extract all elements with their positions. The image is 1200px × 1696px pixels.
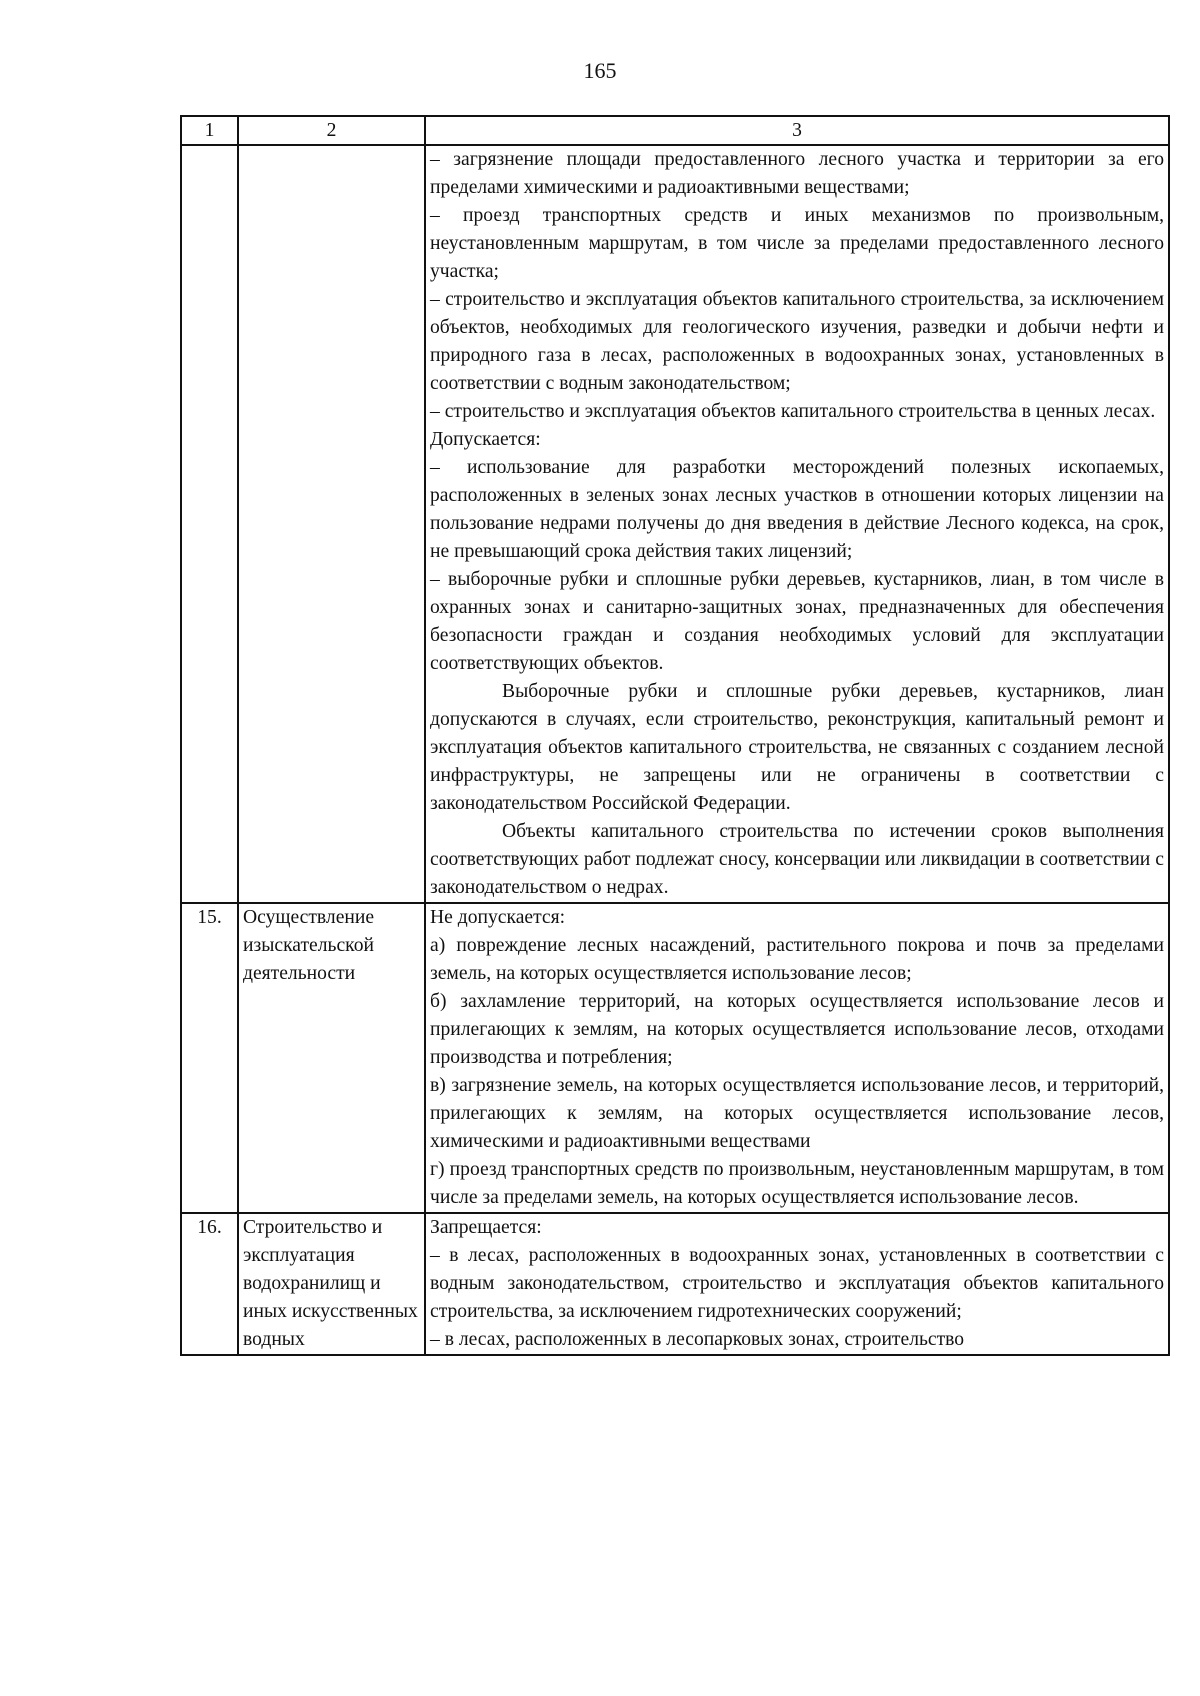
- regulation-table: [180, 115, 1170, 1356]
- paragraph: б) захламление территорий, на которых осуществляется использование лесов и прилегающих к землям, на которых осуществляется использование лесов, отходами производства и потребления;: [430, 991, 1164, 1068]
- table-row: [181, 903, 1169, 1213]
- content-lines: [430, 1214, 1164, 1354]
- activity-type: Осуществление изыскательской деятельности: [238, 903, 425, 1213]
- content-lines: [430, 146, 1164, 902]
- paragraph: г) проезд транспортных средств по произвольным, неустановленным маршрутам, в том числе за пределами земель, на которых осуществляется использование лесов.: [430, 1159, 1164, 1208]
- paragraph: в) загрязнение земель, на которых осуществляется использование лесов, и территорий, прилегающих к землям, на которых осуществляется использование лесов, химическими и радиоактивными веществами: [430, 1075, 1164, 1152]
- column-header: 2: [238, 116, 425, 145]
- paragraph: – строительство и эксплуатация объектов капитального строительства, за исключением объектов, необходимых для геологического изучения, разведки и добычи нефти и природного газа в лесах, расположенных в водоохранных зонах, установленных в соответствии с водным законодательством;: [430, 289, 1164, 394]
- row-content: [425, 145, 1169, 903]
- table-row: [181, 1213, 1169, 1355]
- paragraph: Выборочные рубки и сплошные рубки деревьев, кустарников, лиан допускаются в случаях, если строительство, реконструкция, капитальный ремонт и эксплуатация объектов капитального строительства, не связанных с созданием лесной инфраструктуры, не запрещены или не ограничены в соответствии с законодательством Российской Федерации.: [430, 681, 1164, 814]
- paragraph: – проезд транспортных средств и иных механизмов по произвольным, неустановленным маршрутам, в том числе за пределами предоставленного лесного участка;: [430, 205, 1164, 282]
- table-header-row: [181, 116, 1169, 145]
- paragraph: Не допускается:: [430, 907, 566, 928]
- paragraph: а) повреждение лесных насаждений, растительного покрова и почв за пределами земель, на которых осуществляется использование лесов;: [430, 935, 1164, 984]
- row-content: [425, 1213, 1169, 1355]
- paragraph: Запрещается:: [430, 1217, 542, 1238]
- column-header: 1: [181, 116, 238, 145]
- paragraph: – строительство и эксплуатация объектов капитального строительства в ценных лесах.: [430, 401, 1156, 422]
- row-number: [181, 145, 238, 903]
- row-content: [425, 903, 1169, 1213]
- page-number: 165: [583, 58, 617, 83]
- activity-type: Строительство и эксплуатация водохранилищ и иных искусственных водных: [238, 1213, 425, 1355]
- row-number: 15.: [181, 903, 238, 1213]
- paragraph: – загрязнение площади предоставленного лесного участка и территории за его пределами химическими и радиоактивными веществами;: [430, 149, 1164, 198]
- row-number: 16.: [181, 1213, 238, 1355]
- activity-type: [238, 145, 425, 903]
- paragraph: – в лесах, расположенных в лесопарковых зонах, строительство: [430, 1329, 965, 1350]
- paragraph: – выборочные рубки и сплошные рубки деревьев, кустарников, лиан, в том числе в охранных зонах и санитарно-защитных зонах, предназначенных для обеспечения безопасности граждан и создания необходимых условий для эксплуатации соответствующих объектов.: [430, 569, 1164, 674]
- paragraph: – в лесах, расположенных в водоохранных зонах, установленных в соответствии с водным законодательством, строительство и эксплуатация объектов капитального строительства, за исключением гидротехнических сооружений;: [430, 1245, 1164, 1322]
- column-header: 3: [425, 116, 1169, 145]
- paragraph: Объекты капитального строительства по истечении сроков выполнения соответствующих работ подлежат сносу, консервации или ликвидации в соответствии с законодательством о недрах.: [430, 821, 1164, 898]
- paragraph: Допускается:: [430, 429, 541, 450]
- content-lines: [430, 904, 1164, 1212]
- table-row: [181, 145, 1169, 903]
- paragraph: – использование для разработки месторождений полезных ископаемых, расположенных в зеленых зонах лесных участков в отношении которых лицензии на пользование недрами получены до дня введения в действие Лесного кодекса, на срок, не превышающий срока действия таких лицензий;: [430, 457, 1164, 562]
